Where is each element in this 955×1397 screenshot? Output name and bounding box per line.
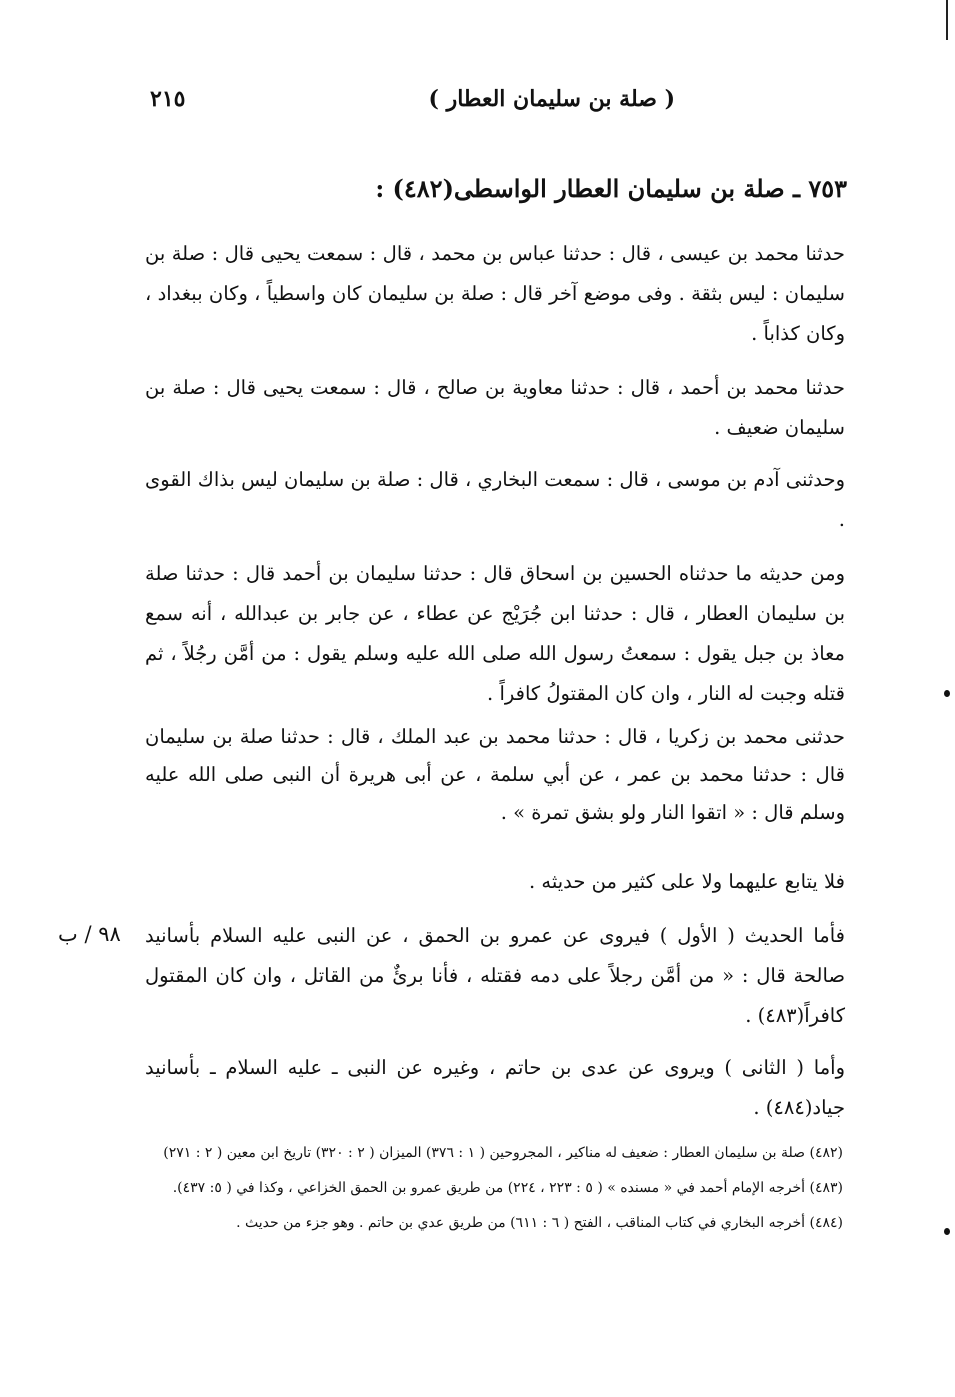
paragraph-4: ومن حديثه ما حدثناه الحسين بن اسحاق قال : حدثنا سليمان بن أحمد قال : حدثنا صلة بن سليمان العطار ، قال : حدثنا ابن جُرَيْج عن عطاء ، عن جابر بن عبدالله ، أنه سمع معاذ بن جبل يقول : سمعتُ رسول الله صلى الله عليه وسلم يقول : من أمَّن رجُلاً ، ثم قتله وجبت له النار ، وان كان المقتولُ كافراً . xyxy=(145,562,845,705)
paragraph-7: فأما الحديث ( الأول ) فيروى عن عمرو بن الحمق ، عن النبى عليه السلام بأسانيد صالحة قال : « من أمَّن رجلاً على دمه فقتله ، فأنا برئٌ من القاتل ، وان كان المقتول كافراً(٤٨٣) . xyxy=(145,924,845,1027)
running-header xyxy=(140,86,865,126)
paragraph-3: وحدثنى آدم بن موسى ، قال : سمعت البخاري ، قال : صلة بن سليمان ليس بذاك القوى . xyxy=(145,468,845,531)
scan-dot xyxy=(944,690,950,697)
entry-heading: ٧٥٣ ـ صلة بن سليمان العطار الواسطى(٤٨٢) : xyxy=(375,174,847,203)
paragraph-1: حدثنا محمد بن عيسى ، قال : حدثنا عباس بن محمد ، قال : سمعت يحيى قال : صلة بن سليمان : ليس بثقة . وفى موضع آخر قال : صلة بن سليمان كان واسطياً ، وكان ببغداد ، وكان كذاباً . xyxy=(145,242,845,345)
footnote-482: (٤٨٢) صلة بن سليمان العطار : ضعيف له مناكير ، المجروحين ( ١ : ٣٧٦) الميزان ( ٢ : ٣٢٠) تاريخ ابن معين ( ٢ : ٢٧١) xyxy=(163,1145,843,1161)
paragraph-8: وأما ( الثانى ) ويروى عن عدى بن حاتم ، وغيره عن النبى ـ عليه السلام ـ بأسانيد جياد(٤٨٤) . xyxy=(145,1056,845,1119)
paragraph-5: حدثنى محمد بن زكريا ، قال : حدثنا محمد بن عبد الملك ، قال : حدثنا صلة بن سليمان قال : حدثنا محمد بن عمر ، عن أبي سلمة ، عن أبى هريرة أن النبى صلى الله عليه وسلم قال : « اتقوا النار ولو بشق تمرة » . xyxy=(145,725,845,824)
footnote-483: (٤٨٣) أخرجه الإمام أحمد في « مسنده » ( ٥ : ٢٢٣ ، ٢٢٤) من طريق عمرو بن الحمق الخزاعي ، وكذا في ( ٥: ٤٣٧). xyxy=(172,1180,843,1196)
scan-dot xyxy=(944,1228,950,1235)
paragraph-6: فلا يتابع عليهما ولا على كثير من حديثه . xyxy=(528,870,845,893)
margin-folio-reference: ٩٨ / ب xyxy=(58,922,121,946)
paragraph-2: حدثنا محمد بن أحمد ، قال : حدثنا معاوية بن صالح ، قال : سمعت يحيى قال : صلة بن سليمان ضعيف . xyxy=(145,376,845,439)
page-number: ٢١٥ xyxy=(150,86,186,112)
footnotes xyxy=(143,1140,843,1245)
running-title: ( صلة بن سليمان العطار ) xyxy=(428,86,675,112)
footnote-484: (٤٨٤) أخرجه البخاري في كتاب المناقب ، الفتح ( ٦ : ٦١١) من طريق عدي بن حاتم . وهو جزء من حديث . xyxy=(236,1215,843,1231)
scan-edge-mark xyxy=(946,0,948,40)
